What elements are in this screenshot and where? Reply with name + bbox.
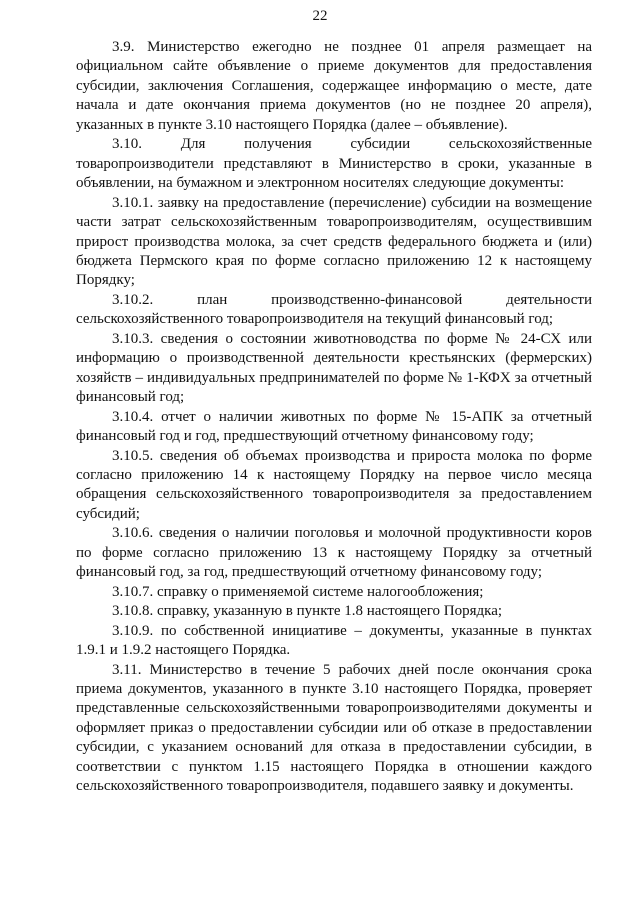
paragraph-3-10-3: 3.10.3. сведения о состоянии животноводства по форме № 24-СХ или информацию о производственной деятельности крестьянских (фермерских) хозяйств – индивидуальных предпринимателей по форме № 1-КФХ за отчетный финансовый год; <box>76 330 592 406</box>
paragraph-3-10-2: 3.10.2. план производственно-финансовой деятельности сельскохозяйственного товаропроизводителя на текущий финансовый год; <box>76 291 592 328</box>
page-number: 22 <box>312 8 328 24</box>
paragraph-3-10-5: 3.10.5. сведения об объемах производства и прироста молока по форме согласно приложению 14 к настоящему Порядку на первое число месяца обращения сельскохозяйственного товаропроизводителя за предоставлением субсидий; <box>76 447 592 522</box>
paragraph-3-9: 3.9. Министерство ежегодно не позднее 01 апреля размещает на официальном сайте объявление о приеме документов для предоставления субсидии, заключения Соглашения, содержащее информацию о месте, дате начала и дате окончания приема документов (но не позднее 20 апреля), указанных в пункте 3.10 настоящего Порядка (далее – объявление). <box>76 39 592 133</box>
paragraph-3-10-4: 3.10.4. отчет о наличии животных по форме № 15-АПК за отчетный финансовый год и год, предшествующий отчетному финансовому году; <box>76 408 592 445</box>
paragraph-3-11: 3.11. Министерство в течение 5 рабочих дней после окончания срока приема документов, указанного в пункте 3.10 настоящего Порядка, проверяет представленные сельскохозяйственными товаропроизводителями документы и оформляет приказ о предоставлении субсидии или об отказе в предоставлении субсидии, с указанием оснований для отказа в предоставлении субсидии, в соответствии с пунктом 1.15 настоящего Порядка в отношении каждого сельскохозяйственного товаропроизводителя, подавшего заявку и документы. <box>76 661 592 795</box>
document-body <box>76 38 592 797</box>
paragraph-3-10-7: 3.10.7. справку о применяемой системе налогообложения; <box>112 583 484 600</box>
paragraph-3-10-8: 3.10.8. справку, указанную в пункте 1.8 настоящего Порядка; <box>112 603 503 620</box>
paragraph-3-10-1: 3.10.1. заявку на предоставление (перечисление) субсидии на возмещение части затрат сельскохозяйственным товаропроизводителям, осуществившим прирост производства молока, за счет средств федерального бюджета и (или) бюджета Пермского края по форме согласно приложению 12 к настоящему Порядку; <box>76 194 592 289</box>
paragraph-3-10: 3.10. Для получения субсидии сельскохозяйственные товаропроизводители представляют в Министерство в сроки, указанные в объявлении, на бумажном и электронном носителях следующие документы: <box>76 136 592 192</box>
paragraph-3-10-9: 3.10.9. по собственной инициативе – документы, указанные в пунктах 1.9.1 и 1.9.2 настоящего Порядка. <box>76 622 592 659</box>
paragraph-3-10-6: 3.10.6. сведения о наличии поголовья и молочной продуктивности коров по форме согласно приложению 13 к настоящему Порядку за отчетный финансовый год, за год, предшествующий отчетному финансовому году; <box>76 525 592 581</box>
